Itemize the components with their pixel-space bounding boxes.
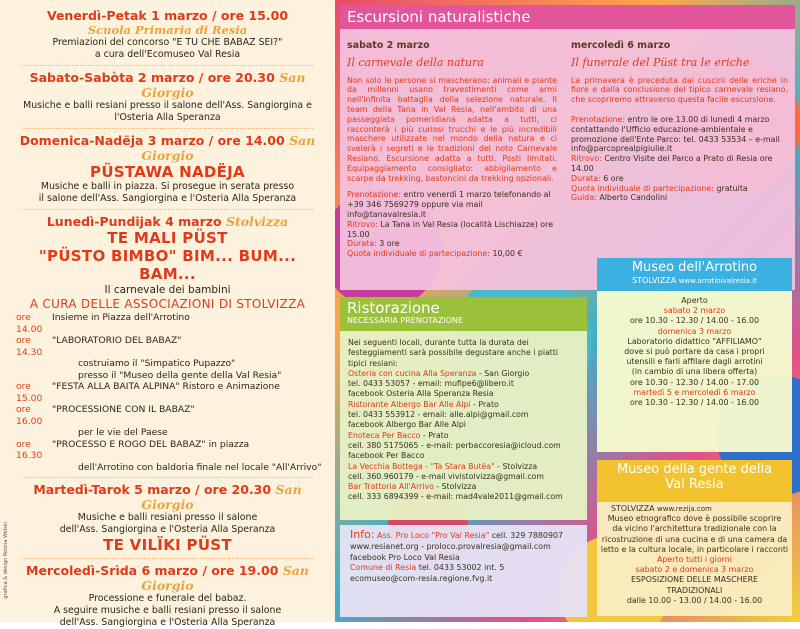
escursione-1-body: Non solo le persone si mascherano: animali e piante da millenni usano travestimenti come armi nell'infinita battaglia della selezione naturale. Il team della Tana in Val Resia, nell'ambito di una passeggiata pomeridiana adatta a tutti, ci racconterà i più curiosi trucchi e le più incredibili maschere utilizzate nel mondo della natura e ci svelerà i segreti e le tradizioni del noto Carnevale Resiano. Escursione adatta a tutti. Posti limitati. Equipaggiamento consigliato: abbigliamento e scarpe da trekking, bastoncini da trekking opzionali. — [347, 75, 557, 183]
escursione-1-duration: Durata: 3 ore — [347, 239, 400, 249]
escursione-1-title: Il carnevale della natura — [347, 55, 484, 69]
escursione-1-meeting: Ritrovo: La Tana in Val Resia (località Lischiazze) ore 15.00 — [347, 219, 554, 239]
program-panel — [0, 0, 335, 628]
info-line: Aperto tutti i giorni — [657, 555, 732, 565]
museo-arrotino-location: STOLVIZZA www.arrotinivalresia.it — [632, 276, 757, 285]
event-3-line-1: Musiche e balli in piazza. Si prosegue in serata presso — [40, 181, 295, 192]
flower-collage-background — [335, 0, 800, 622]
event-5-title: Martedì-Tarok 5 marzo / ore 20.30 San Giorgio — [33, 482, 302, 512]
museo-gente-info — [597, 502, 792, 606]
info-proloco: Info: Ass. Pro Loco "Pro Val Resia" cell. 329 7880907 — [350, 528, 564, 541]
escursione-2 — [571, 41, 788, 203]
event-4-title: Lunedì-Pundijak 4 marzo Stolvizza — [46, 214, 289, 229]
hours-line: (in cambio di una libera offerta) — [631, 367, 758, 377]
hours-line: dove si può portare da casa i propri — [624, 347, 765, 357]
escursioni-heading: Escursioni naturalistiche — [340, 5, 795, 29]
escursioni-section — [340, 5, 795, 290]
event-1-subtitle: Scuola Primaria di Resia — [87, 23, 248, 37]
event-2-line-2: l'Osteria Alla Speranza — [114, 112, 221, 123]
restaurant-item: Ristorante Albergo Bar Alle Alpi - Prato — [348, 399, 499, 409]
divider — [22, 477, 313, 478]
event-6-title: Mercoledì-Srìda 6 marzo / ore 19.00 San Giorgio — [26, 563, 309, 593]
info-line: Museo etnografico dove è possibile scoprire — [607, 514, 782, 524]
info-line: ESPOSIZIONE DELLE MASCHERE — [630, 575, 759, 585]
escursione-1-fee: Quota individuale di partecipazione: 10,00 € — [347, 249, 523, 259]
restaurant-contact: facebook Per Bacco — [348, 451, 425, 461]
museo-gente-heading: Museo della gente della Val Resia — [597, 460, 792, 502]
hours-line: utensili e farli affilare dagli arrotini — [626, 357, 763, 367]
escursione-2-title: Il funerale del Püst tra le eriche — [571, 55, 750, 69]
museo-gente-location: STOLVIZZA www.rezija.com — [611, 504, 712, 513]
info-line: da vicino l'architettura tradizionale con la — [612, 524, 777, 534]
event-6-place: San Giorgio — [141, 563, 309, 593]
info-email: ecomuseo@com-resia.regione.fvg.it — [350, 574, 493, 584]
escursione-2-body: La primavera è preceduta dai cuscini delle eriche in fiore e dalla conclusione del tipico carnevale resiano, che scopriremo attraverso questa facile escursione. — [571, 75, 788, 105]
schedule-row: ore 14.30 "LABORATORIO DEL BABAZ" — [16, 335, 182, 358]
credit-text: grafica & design Rosina Wolski — [3, 522, 9, 599]
divider — [22, 65, 313, 66]
event-5-line-1: Musiche e balli resiani presso il salone — [77, 512, 258, 523]
event-5-headline: TE VILÏKI PÜST — [103, 536, 232, 554]
schedule-row-cont: per le vie del Paese — [78, 427, 168, 438]
info-line: letto e la cultura locale, in particolare i racconti — [600, 544, 789, 554]
event-2-place: San Giorgio — [141, 70, 306, 100]
museo-arrotino-hours — [597, 291, 792, 408]
event-5-line-2: dell'Ass. Sangiorgina e l'Osteria Alla Speranza — [59, 524, 276, 535]
hours-line: Aperto — [681, 296, 708, 305]
info-section — [340, 525, 587, 617]
info-line: ricostruzione di una cucina e di una camera da — [601, 534, 788, 544]
event-3-title: Domenica-Nadëja 3 marzo / ore 14.00 San Giorgio — [19, 133, 316, 163]
restaurant-item: Bar Trattoria All'Arrivo - Stolvizza — [348, 482, 477, 492]
info-line: dalle 10.00 - 13.00 / 14.00 - 16.00 — [626, 595, 763, 605]
event-1-line-1: Premiazioni del concorso "E TU CHE BABAZ SEI?" — [52, 37, 283, 48]
hours-line: martedì 5 e mercoledì 6 marzo — [633, 387, 756, 397]
event-2 — [8, 70, 327, 124]
restaurant-contact: tel. 0433 53057 - email: mufipe6@libero.it — [348, 379, 514, 389]
hours-line: ore 10.30 - 12.30 / 14.00 - 17.00 — [629, 377, 760, 387]
schedule-row-cont: presso il "Museo della gente della Val Resia" — [78, 369, 282, 381]
ristorazione-intro: Nei seguenti locali, durante tutta la durata dei festeggiamenti sarà possibile degustare anche i piatti tipici resiani: — [348, 338, 559, 368]
restaurant-item: Osteria con cucina Alla Speranza - San Giorgio — [348, 368, 530, 378]
info-line: sabato 2 e domenica 3 marzo — [635, 565, 754, 575]
event-6-line-2: A seguire musiche e balli resiani presso il salone — [53, 605, 282, 616]
event-4-headline-2: "PÜSTO BIMBO" BIM... BUM... BAM... — [38, 247, 297, 283]
ristorazione-section — [340, 297, 587, 520]
restaurant-contact: cell. 333 6894399 - e-mail: mad4vale2011@gmail.com — [348, 492, 563, 502]
schedule-row-cont: dell'Arrotino con baldoria finale nel locale "All'Arrivo" — [78, 461, 322, 473]
event-1-line-2: a cura dell'Ecomuseo Val Resia — [94, 49, 241, 60]
escursione-2-fee: Quota individuale di partecipazione: gratuita — [571, 183, 748, 193]
event-4-caption: Il carnevale dei bambini — [104, 284, 231, 296]
museo-arrotino-section — [597, 258, 792, 452]
restaurant-contact: cell. 380 5175065 - e-mail: perbaccoresia@icloud.com — [348, 440, 561, 450]
event-4-place: Stolvizza — [225, 214, 289, 229]
escursione-1-booking: Prenotazione: entro venerdì 1 marzo telefonando al +39 346 7569279 oppure via mail info@tanavalresia.it — [347, 190, 551, 219]
info-line: TRADIZIONALI — [666, 585, 723, 595]
divider — [22, 209, 313, 210]
event-1-title: Venerdì-Petak 1 marzo / ore 15.00 — [46, 8, 289, 23]
escursione-1 — [347, 41, 557, 259]
event-6-line-3: dell'Ass. Sangiorgina e l'Osteria Alla Speranza — [59, 617, 276, 628]
hours-line: sabato 2 marzo — [663, 306, 726, 316]
event-2-title: Sabato-Sabòta 2 marzo / ore 20.30 San Giorgio — [29, 70, 306, 100]
info-facebook: facebook Pro Loco Val Resia — [350, 552, 460, 562]
ristorazione-subheading: NECESSARIA PRENOTAZIONE — [347, 316, 464, 325]
museo-gente-section — [597, 460, 792, 616]
schedule-row: ore 14.00 Insieme in Piazza dell'Arrotino — [16, 312, 190, 335]
hours-line: Laboratorio didattico "AFFILIAMO" — [627, 336, 762, 346]
info-web: www.resianet.org - proloco.provalresia@gmail.com — [350, 541, 551, 551]
hours-line: ore 10.30 - 12.30 / 14.00 - 16.00 — [629, 316, 760, 326]
hours-line: domenica 3 marzo — [657, 326, 732, 336]
escursione-2-date: mercoledì 6 marzo — [571, 40, 671, 51]
event-3 — [8, 133, 327, 205]
restaurant-contact: facebook Albergo Bar Alle Alpi — [348, 420, 466, 430]
escursione-2-guide: Guida: Alberto Candolini — [571, 193, 668, 203]
event-6 — [8, 563, 327, 629]
restaurant-contact: facebook Osteria Alla Speranza Resia — [348, 389, 494, 399]
hours-line: ore 10.30 - 12.30 / 14.00 - 16.00 — [629, 398, 760, 408]
ristorazione-list — [340, 331, 587, 510]
info-label: Info: — [350, 528, 375, 541]
divider — [22, 128, 313, 129]
event-4-schedule — [8, 312, 327, 473]
schedule-row: ore 16.00 "PROCESSIONE CON IL BABAZ" — [16, 404, 195, 427]
divider — [22, 558, 313, 559]
escursione-2-booking: Prenotazione: entro le ore 13.00 di lunedì 4 marzo contattando l'Ufficio educazione-ambientale e promozione dell'Ente Parco: tel. 0433 53534 – e-mail info@parcoprealpigiulie.it — [571, 114, 780, 154]
restaurant-contact: cell. 360.960179 - e-mail vivistolvizza@gmail.com — [348, 471, 545, 481]
escursione-1-date: sabato 2 marzo — [347, 40, 430, 51]
escursione-2-meeting: Ritrovo: Centro Visite del Parco a Prato di Resia ore 14.00 — [571, 154, 773, 173]
museo-arrotino-heading: Museo dell'Arrotino STOLVIZZA www.arrotinivalresia.it — [597, 258, 792, 291]
event-5-place: San Giorgio — [141, 482, 302, 512]
restaurant-item: Enoteca Per Bacco - Prato — [348, 430, 449, 440]
escursione-2-duration: Durata: 6 ore — [571, 173, 624, 183]
event-4 — [8, 214, 327, 473]
restaurant-contact: tel. 0433 553912 - email: alle.alpi@gmail.com — [348, 410, 529, 420]
info-comune: Comune di Resia tel. 0433 53002 int. 5 — [350, 563, 505, 573]
event-1 — [8, 8, 327, 61]
schedule-row: ore 15.00 "FESTA ALLA BAITA ALPINA" Ristoro e Animazione — [16, 381, 280, 404]
event-3-place: San Giorgio — [141, 133, 316, 163]
restaurant-item: La Vecchia Bottega - "Ta Stara Butëa" - Stolvizza — [348, 461, 538, 471]
event-6-line-1: Processione e funerale del babaz. — [88, 593, 247, 604]
event-3-line-2: il salone dell'Ass. Sangiorgina e l'Osteria Alla Speranza — [38, 193, 297, 204]
event-2-line-1: Musiche e balli resiani presso il salone dell'Ass. Sangiorgina e — [23, 100, 312, 111]
schedule-row: ore 16.30 "PROCESSO E ROGO DEL BABAZ" in piazza — [16, 438, 250, 461]
event-5 — [8, 482, 327, 554]
ristorazione-heading: Ristorazione NECESSARIA PRENOTAZIONE — [340, 297, 587, 331]
schedule-row-cont: costruiamo il "Simpatico Pupazzo" — [78, 358, 236, 369]
event-3-headline: PÜSTAWA NADËJA — [90, 163, 245, 181]
event-4-headline-1: TE MALI PÜST — [107, 229, 228, 247]
event-4-organizers: A CURA DELLE ASSOCIAZIONI DI STOLVIZZA — [29, 297, 306, 311]
